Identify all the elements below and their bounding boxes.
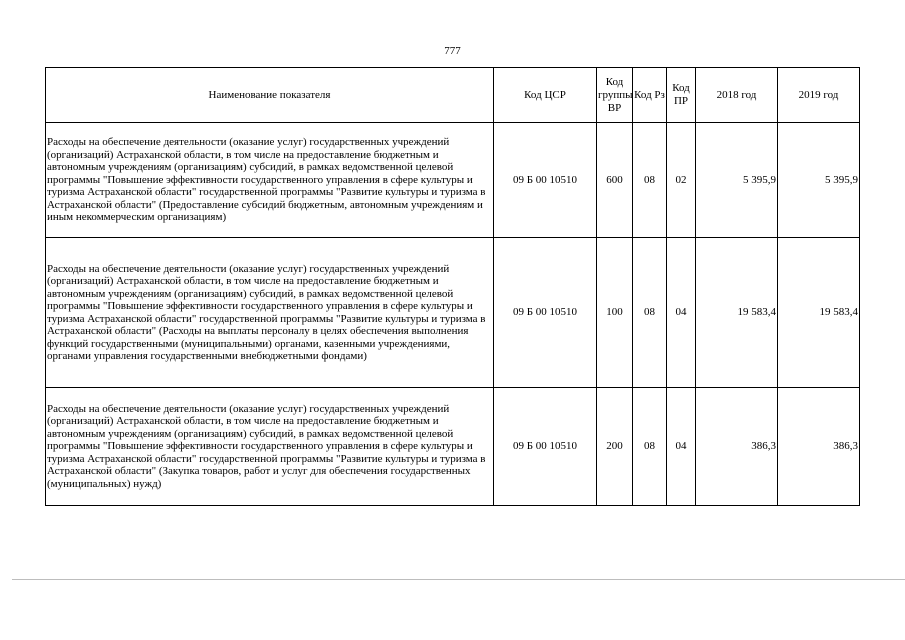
- row-2019: 386,3: [778, 388, 860, 506]
- row-pr: 04: [667, 238, 696, 388]
- row-2018: 19 583,4: [696, 238, 778, 388]
- row-pr: 02: [667, 123, 696, 238]
- page-number: 777: [444, 45, 461, 57]
- row-rz: 08: [633, 238, 667, 388]
- table-row: [46, 388, 860, 506]
- row-name: Расходы на обеспечение деятельности (оказание услуг) государственных учреждений (организаций) Астраханской области, в том числе на предоставление бюджетным и автономным учреждениям (организациям) субсидий, в рамках ведомственной целевой программы "Повышение эффективности государственного управления в сфере культуры и туризма Астраханской области" государственной программы "Развитие культуры и туризма в Астраханской области" (Предоставление субсидий бюджетным, автономным учреждениям и иным некоммерческим организациям): [46, 123, 494, 238]
- header-2018: 2018 год: [696, 68, 778, 123]
- row-2018: 5 395,9: [696, 123, 778, 238]
- row-name: Расходы на обеспечение деятельности (оказание услуг) государственных учреждений (организаций) Астраханской области, в том числе на предоставление бюджетным и автономным учреждениям (организациям) субсидий, в рамках ведомственной целевой программы "Повышение эффективности государственного управления в сфере культуры и туризма Астраханской области" государственной программы "Развитие культуры и туризма в Астраханской области" (Закупка товаров, работ и услуг для обеспечения государственных (муниципальных) нужд): [46, 388, 494, 506]
- table-row: [46, 123, 860, 238]
- table-header-row: [46, 68, 860, 123]
- row-2019: 19 583,4: [778, 238, 860, 388]
- table-row: [46, 238, 860, 388]
- header-pr: Код ПР: [667, 68, 696, 123]
- row-vr: 100: [597, 238, 633, 388]
- row-csr: 09 Б 00 10510: [494, 123, 597, 238]
- row-rz: 08: [633, 388, 667, 506]
- row-2019: 5 395,9: [778, 123, 860, 238]
- header-2019: 2019 год: [778, 68, 860, 123]
- budget-table: [45, 67, 860, 506]
- header-csr: Код ЦСР: [494, 68, 597, 123]
- header-name: Наименование показателя: [46, 68, 494, 123]
- row-vr: 600: [597, 123, 633, 238]
- page-divider: [12, 579, 905, 580]
- row-name: Расходы на обеспечение деятельности (оказание услуг) государственных учреждений (организаций) Астраханской области, в том числе на предоставление бюджетным и автономным учреждениям (организациям) субсидий, в рамках ведомственной целевой программы "Повышение эффективности государственного управления в сфере культуры и туризма Астраханской области" государственной программы "Развитие культуры и туризма в Астраханской области" (Расходы на выплаты персоналу в целях обеспечения выполнения функций государственными (муниципальными) органами, казенными учреждениями, органами управления государственными внебюджетными фондами): [46, 238, 494, 388]
- header-vr: Код группы ВР: [597, 68, 633, 123]
- row-csr: 09 Б 00 10510: [494, 388, 597, 506]
- header-rz: Код Рз: [633, 68, 667, 123]
- row-rz: 08: [633, 123, 667, 238]
- row-vr: 200: [597, 388, 633, 506]
- row-pr: 04: [667, 388, 696, 506]
- row-2018: 386,3: [696, 388, 778, 506]
- row-csr: 09 Б 00 10510: [494, 238, 597, 388]
